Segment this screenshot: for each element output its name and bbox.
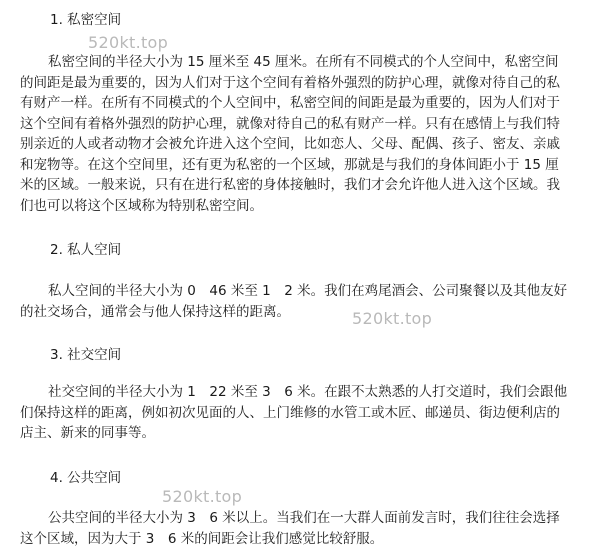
paragraph-line: 别亲近的人或者动物才会被允许进入这个空间，比如恋人、父母、配偶、孩子、密友、亲戚 <box>20 136 560 152</box>
watermark-text: 520kt.top <box>162 487 243 506</box>
paragraph-line: 店主、新来的同事等。 <box>20 425 155 441</box>
section-heading-private-intimate: 1. 私密空间 <box>50 12 122 28</box>
paragraph-line: 的社交场合，通常会与他人保持这样的距离。 <box>20 303 290 320</box>
paragraph-line: 们保持这样的距离，例如初次见面的人、上门维修的水管工或木匠、邮递员、街边便利店的 <box>20 404 560 421</box>
paragraph-line: 这个空间有着格外强烈的防护心理，就像对待自己的私有财产一样。只有在感情上与我们特 <box>20 115 560 132</box>
section-paragraph-public <box>20 508 585 549</box>
paragraph-line: 米的区域。一般来说，只有在进行私密的身体接触时，我们才会允许他人进入这个区域。我 <box>20 177 560 193</box>
section-heading-personal: 2. 私人空间 <box>50 242 122 258</box>
section-paragraph-personal <box>20 281 585 322</box>
paragraph-line: 的间距是最为重要的，因为人们对于这个空间有着格外强烈的防护心理，就像对待自己的私 <box>20 74 560 91</box>
section-heading-social: 3. 社交空间 <box>50 347 122 363</box>
watermark-text: 520kt.top <box>88 33 169 52</box>
paragraph-line: 有财产一样。在所有不同模式的个人空间中，私密空间的间距是最为重要的，因为人们对于 <box>20 95 560 111</box>
paragraph-line: 和宠物等。在这个空间里，还有更为私密的一个区域，那就是与我们的身体间距小于 15 厘 <box>20 156 559 173</box>
paragraph-line: 们也可以将这个区域称为特别私密空间。 <box>20 197 263 214</box>
paragraph-line: 公共空间的半径大小为 3 6 米以上。当我们在一大群人面前发言时，我们往往会选择 <box>48 510 560 526</box>
paragraph-line: 私密空间的半径大小为 15 厘米至 45 厘米。在所有不同模式的个人空间中，私密空间 <box>48 54 559 70</box>
paragraph-line: 私人空间的半径大小为 0 46 米至 1 2 米。我们在鸡尾酒会、公司聚餐以及其他友好 <box>48 283 568 299</box>
section-paragraph-social <box>20 382 585 444</box>
section-paragraph-intimate <box>20 52 585 216</box>
section-heading-public: 4. 公共空间 <box>50 470 122 486</box>
paragraph-line: 社交空间的半径大小为 1 22 米至 3 6 米。在跟不太熟悉的人打交道时，我们会跟他 <box>48 384 568 400</box>
paragraph-line: 这个区域，因为大于 3 6 米的间距会让我们感觉比较舒服。 <box>20 530 384 547</box>
watermark-text: 520kt.top <box>352 309 433 328</box>
